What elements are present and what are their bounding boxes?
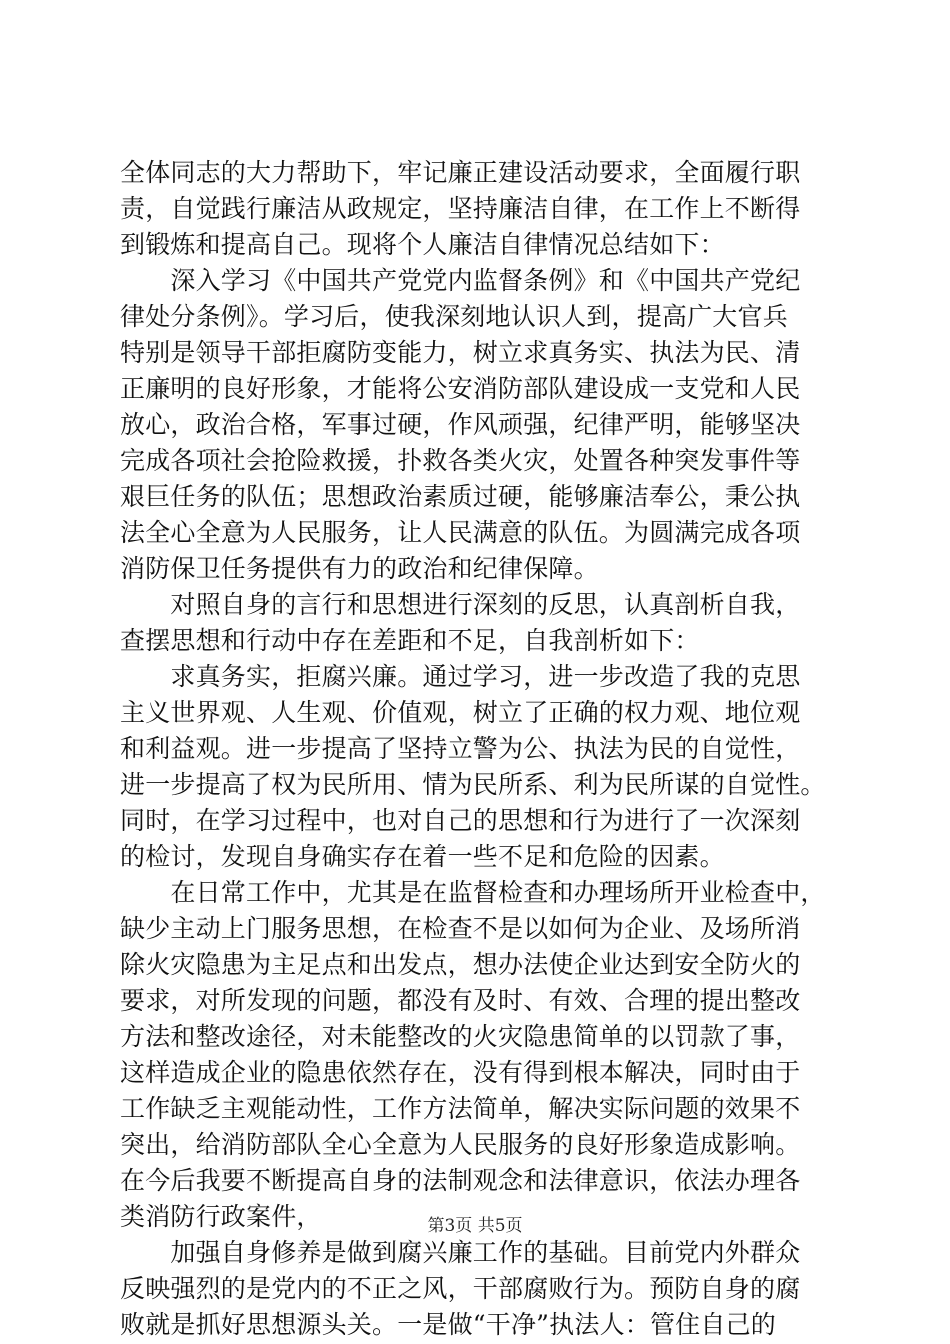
text-line: 完成各项社会抢险救援，扑救各类火灾，处置各种突发事件等 xyxy=(120,446,801,475)
text-line: 反映强烈的是党内的不正之风，干部腐败行为。预防自身的腐 xyxy=(120,1274,801,1303)
text-line: 主义世界观、人生观、价值观，树立了正确的权力观、地位观 xyxy=(120,698,801,727)
text-line: 的检讨，发现自身确实存在着一些不足和危险的因素。 xyxy=(120,842,725,871)
text-line: 特别是领导干部拒腐防变能力，树立求真务实、执法为民、清 xyxy=(120,338,801,367)
text-line: 除火灾隐患为主足点和出发点，想办法使企业达到安全防火的 xyxy=(120,950,801,979)
text-line: 查摆思想和行动中存在差距和不足，自我剖析如下： xyxy=(120,626,700,655)
text-line: 进一步提高了权为民所用、情为民所系、利为民所谋的自觉性。 xyxy=(120,770,826,799)
text-line: 责，自觉践行廉洁从政规定，坚持廉洁自律，在工作上不断得 xyxy=(120,194,801,223)
page-footer xyxy=(0,1214,950,1238)
text-line: 法全心全意为人民服务，让人民满意的队伍。为圆满完成各项 xyxy=(120,518,801,547)
text-line: 方法和整改途径，对未能整改的火灾隐患简单的以罚款了事， xyxy=(120,1022,801,1051)
text-line: 这样造成企业的隐患依然存在，没有得到根本解决，同时由于 xyxy=(120,1058,801,1087)
text-line: 消防保卫任务提供有力的政治和纪律保障。 xyxy=(120,554,599,583)
text-line: 同时，在学习过程中，也对自己的思想和行为进行了一次深刻 xyxy=(120,806,801,835)
page-number: 第3页 共5页 xyxy=(427,1216,523,1236)
text-line: 加强自身修养是做到腐兴廉工作的基础。目前党内外群众 xyxy=(120,1238,801,1267)
text-line: 全体同志的大力帮助下，牢记廉正建设活动要求，全面履行职 xyxy=(120,158,801,187)
text-line: 突出，给消防部队全心全意为人民服务的良好形象造成影响。 xyxy=(120,1130,801,1159)
text-line: 和利益观。进一步提高了坚持立警为公、执法为民的自觉性， xyxy=(120,734,801,763)
text-line: 对照自身的言行和思想进行深刻的反思，认真剖析自我， xyxy=(120,590,801,619)
text-line: 工作缺乏主观能动性，工作方法简单，解决实际问题的效果不 xyxy=(120,1094,801,1123)
document-body xyxy=(120,155,840,1343)
text-line: 正廉明的良好形象，才能将公安消防部队建设成一支党和人民 xyxy=(120,374,801,403)
text-line: 败就是抓好思想源头关。一是做“干净”执法人：管住自己的 xyxy=(120,1310,776,1339)
text-line: 要求，对所发现的问题，都没有及时、有效、合理的提出整改 xyxy=(120,986,801,1015)
text-line: 到锻炼和提高自己。现将个人廉洁自律情况总结如下： xyxy=(120,230,725,259)
text-line: 类消防行政案件， xyxy=(120,1202,322,1231)
text-line: 艰巨任务的队伍；思想政治素质过硬，能够廉洁奉公，秉公执 xyxy=(120,482,801,511)
text-line: 在今后我要不断提高自身的法制观念和法律意识，依法办理各 xyxy=(120,1166,801,1195)
text-line: 求真务实，拒腐兴廉。通过学习，进一步改造了我的克思 xyxy=(120,662,801,691)
text-line: 放心，政治合格，军事过硬，作风顽强，纪律严明，能够坚决 xyxy=(120,410,801,439)
text-line: 律处分条例》。学习后，使我深刻地认识人到，提高广大官兵 xyxy=(120,302,788,331)
text-line: 在日常工作中，尤其是在监督检查和办理场所开业检查中， xyxy=(120,878,826,907)
text-line: 缺少主动上门服务思想，在检查不是以如何为企业、及场所消 xyxy=(120,914,801,943)
text-line: 深入学习《中国共产党党内监督条例》和《中国共产党纪 xyxy=(120,266,801,295)
